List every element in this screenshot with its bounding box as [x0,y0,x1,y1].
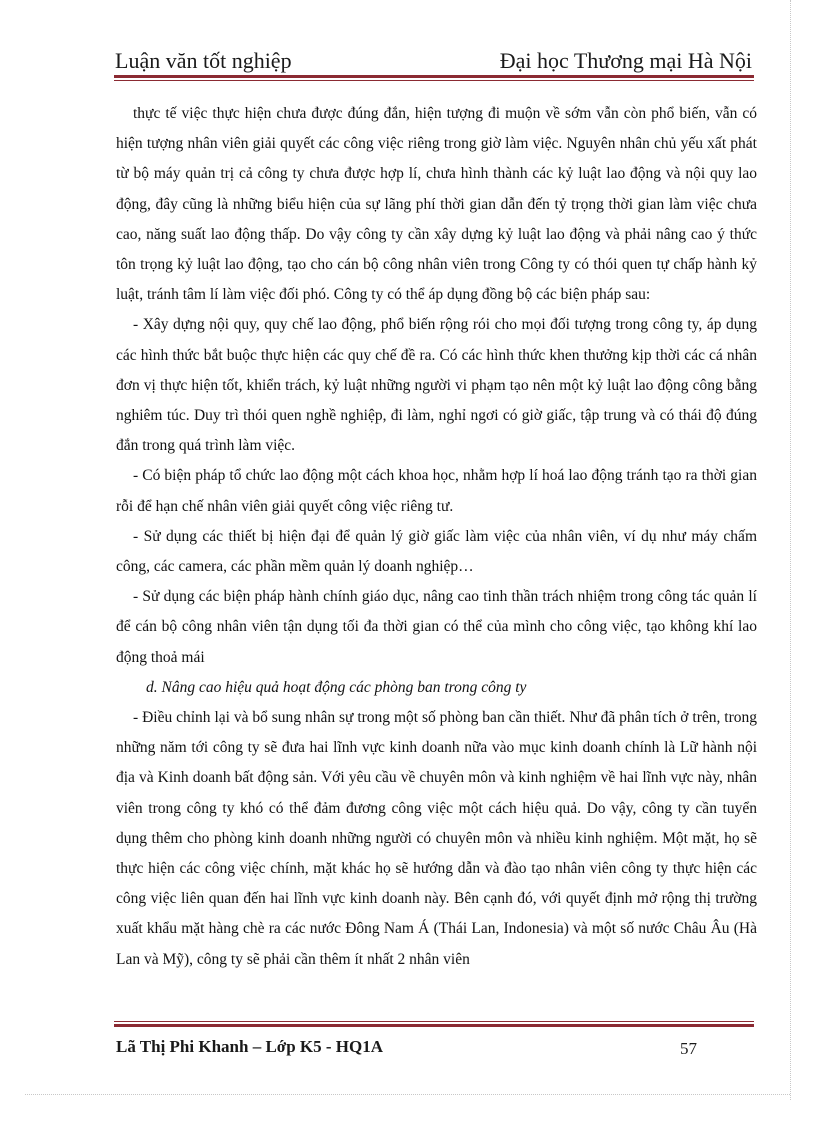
footer-author: Lã Thị Phi Khanh – Lớp K5 - HQ1A [116,1037,384,1056]
paragraph-section-staffing: - Điều chỉnh lại và bổ sung nhân sự trong một số phòng ban cần thiết. Như đã phân tích ở trên, trong những năm tới công ty sẽ đưa hai lĩnh vực kinh doanh nữa vào mục kinh doanh chính là Lữ hành nội địa và Kinh doanh bất động sản. Với yêu cầu về chuyên môn và kinh nghiệm về hai lĩnh vực này, nhân viên trong công ty khó có thể đảm đương công việc một cách hiệu quả. Do vậy, công ty cần tuyển dụng thêm cho phòng kinh doanh những người có chuyên môn và nhiều kinh nghiệm. Một mặt, họ sẽ thực hiện các công việc chính, mặt khác họ sẽ hướng dẫn và đào tạo nhân viên công ty thực hiện các công việc liên quan đến hai lĩnh vực kinh doanh này. Bên cạnh đó, với quyết định mở rộng thị trường xuất khẩu mặt hàng chè ra các nước Đông Nam Á (Thái Lan, Indonesia) và một số nước Châu Âu (Hà Lan và Mỹ), công ty sẽ phải cần thêm ít nhất 2 nhân viên [116,709,757,968]
section-heading: d. Nâng cao hiệu quả hoạt động các phòng ban trong công ty [146,678,527,696]
header-rule-thin [114,80,754,81]
paragraph-bullet-rules: - Xây dựng nội quy, quy chế lao động, phổ biến rộng rói cho mọi đối tượng trong công ty, áp dụng các hình thức bắt buộc thực hiện các quy chế đề ra. Có các hình thức khen thưởng kịp thời các cá nhân đơn vị thực hiện tốt, khiển trách, kỷ luật những người vi phạm tạo nên một kỷ luật lao động công bằng nghiêm túc. Duy trì thói quen nghề nghiệp, đi làm, nghỉ ngơi có giờ giấc, tập trung và có thái độ đúng đắn trong quá trình làm việc. [116,316,757,455]
header-title-right: Đại học Thương mại Hà Nội [499,48,752,73]
footer-rule-thin [114,1021,754,1022]
header-title-left: Luận văn tốt nghiệp [115,48,292,73]
page-edge-vertical [790,0,791,1100]
body-text [116,99,757,975]
page-number: 57 [680,1039,697,1058]
paragraph-intro: thực tế việc thực hiện chưa được đúng đắn, hiện tượng đi muộn về sớm vẫn còn phổ biến, vẫn có hiện tượng nhân viên giải quyết các công việc riêng trong giờ làm việc. Nguyên nhân chủ yếu xất phát từ bộ máy quản trị cả công ty chưa được hợp lí, chưa hình thành các kỷ luật lao động và nội quy lao động, đây cũng là những biểu hiện của sự lãng phí thời gian dẫn đến tỷ trọng thời gian làm việc chưa cao, năng suất lao động thấp. Do vậy công ty cần xây dựng kỷ luật lao động và phải nâng cao ý thức tôn trọng kỷ luật lao động, tạo cho cán bộ công nhân viên trong Công ty có thói quen tự chấp hành kỷ luật, tránh tâm lí làm việc đối phó. Công ty có thể áp dụng đồng bộ các biện pháp sau: [116,105,757,304]
header-rule-thick [114,75,754,78]
page-edge-horizontal [25,1094,790,1095]
paragraph-bullet-organization: - Có biện pháp tổ chức lao động một cách khoa học, nhằm hợp lí hoá lao động tránh tạo ra thời gian rỗi để hạn chế nhân viên giải quyết công việc riêng tư. [116,467,757,515]
paragraph-bullet-administrative: - Sử dụng các biện pháp hành chính giáo dục, nâng cao tinh thần trách nhiệm trong công tác quản lí để cán bộ công nhân viên tận dụng tối đa thời gian có thể của mình cho công việc, tạo không khí lao động thoả mái [116,588,757,666]
paragraph-bullet-equipment: - Sử dụng các thiết bị hiện đại để quản lý giờ giấc làm việc của nhân viên, ví dụ như máy chấm công, các camera, các phần mềm quản lý doanh nghiệp… [116,527,757,576]
footer-rule-thick [114,1024,754,1027]
